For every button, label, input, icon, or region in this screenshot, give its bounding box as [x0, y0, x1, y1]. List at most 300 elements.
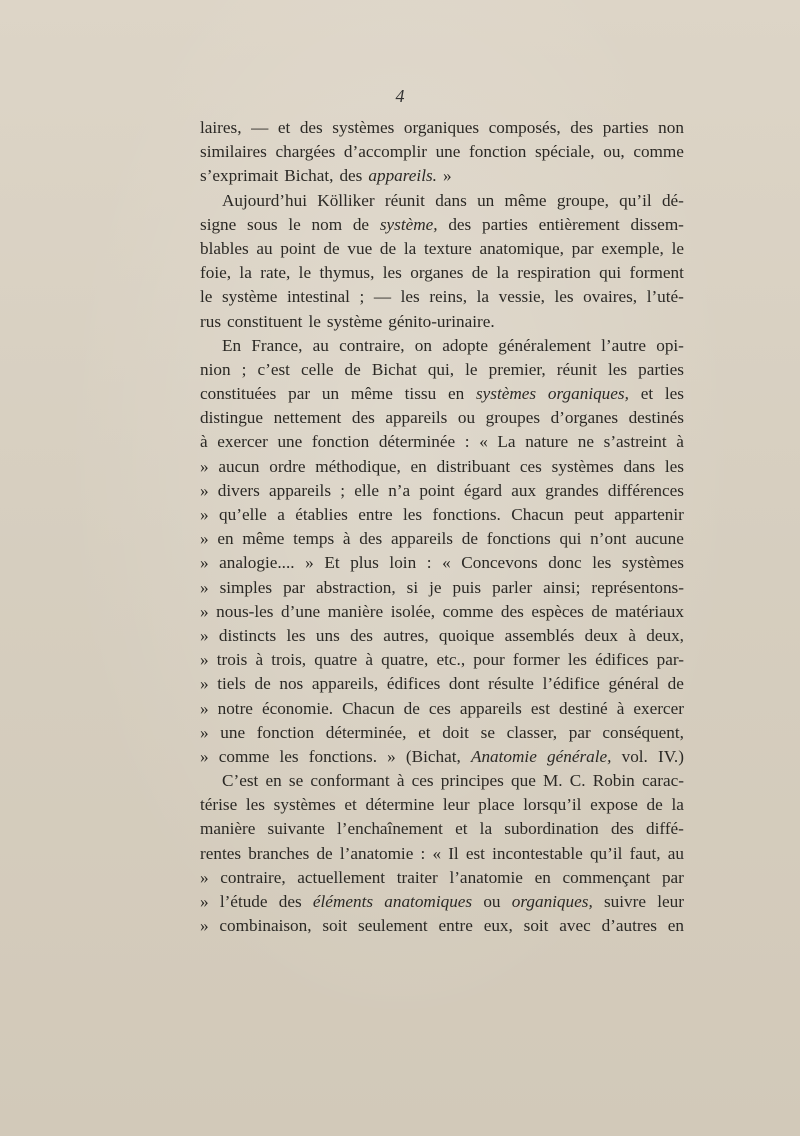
- text-line: [200, 358, 684, 382]
- word: des: [610, 819, 634, 839]
- word: elle: [354, 480, 379, 500]
- word: nion: [200, 359, 231, 379]
- word: quoique: [438, 625, 495, 645]
- word: dissem-: [630, 214, 684, 234]
- word: suivre: [603, 892, 646, 911]
- word: fonction: [311, 432, 370, 452]
- text-line: [200, 261, 684, 285]
- word: abstraction,: [315, 577, 396, 597]
- word: trois: [216, 650, 248, 670]
- word: les: [554, 287, 574, 307]
- text-line: [200, 237, 684, 261]
- text-line: [200, 164, 684, 188]
- word: foie,: [200, 263, 232, 283]
- word: des: [339, 166, 363, 186]
- word: systèmes: [621, 553, 684, 573]
- text-line: [200, 406, 684, 430]
- word: appareils: [268, 480, 332, 500]
- word: au: [256, 238, 273, 258]
- word: conséquent,: [602, 722, 684, 742]
- text-line: [200, 382, 684, 406]
- word: c’est: [257, 359, 290, 379]
- word: vessie,: [498, 287, 545, 307]
- word: »: [305, 553, 314, 573]
- word: la: [403, 238, 417, 258]
- word: de: [316, 843, 333, 863]
- word: générale,: [547, 746, 612, 766]
- word: »: [200, 892, 209, 911]
- word: branches: [248, 843, 310, 863]
- word: France,: [251, 335, 303, 355]
- word: de: [344, 359, 361, 379]
- word: blables: [200, 238, 249, 258]
- word: tissu: [404, 384, 437, 404]
- word: les: [403, 505, 423, 524]
- word: en: [534, 867, 551, 887]
- word: représentons-: [591, 577, 684, 597]
- word: manière: [327, 601, 384, 621]
- word: :: [420, 843, 426, 863]
- word: quatre: [314, 650, 358, 670]
- word: déterminée,: [325, 722, 407, 742]
- word: opi-: [656, 335, 684, 355]
- word: système: [221, 287, 278, 307]
- word: de: [254, 674, 271, 694]
- word: le: [298, 263, 312, 283]
- text-line: [200, 866, 684, 890]
- word: un: [321, 384, 340, 404]
- word: dans: [435, 190, 467, 210]
- word: aucune: [635, 529, 684, 549]
- word: en: [667, 916, 684, 936]
- word: fonction: [469, 142, 527, 162]
- word: qu’il: [619, 190, 652, 210]
- word: fonctions.: [308, 746, 378, 766]
- text-line: [200, 890, 684, 914]
- word: Aujourd’hui: [222, 190, 307, 210]
- word: et: [277, 118, 291, 137]
- text-line: [200, 817, 684, 841]
- word: classer,: [506, 722, 558, 742]
- word: traiter: [396, 867, 438, 887]
- word: anatomiques: [384, 892, 473, 911]
- word: «: [479, 432, 488, 452]
- text-line: [200, 551, 684, 575]
- word: ces: [428, 698, 451, 718]
- word: organes: [410, 263, 464, 283]
- word: par-: [656, 650, 684, 670]
- word: par: [568, 722, 591, 742]
- word: expose: [590, 795, 638, 815]
- word: fonctions.: [432, 505, 501, 524]
- word: constituent: [227, 311, 303, 331]
- word: avec: [559, 916, 591, 936]
- word: appareils: [459, 698, 522, 718]
- word: loin: [389, 553, 417, 573]
- word: de: [591, 601, 608, 621]
- word: l’uté-: [646, 287, 684, 307]
- word: parler: [492, 577, 533, 597]
- word: l’enchaînement: [336, 819, 443, 839]
- word: dont: [448, 674, 480, 694]
- word: —: [373, 287, 392, 307]
- word: au: [312, 335, 329, 355]
- word: ne: [577, 432, 594, 452]
- word: le: [465, 359, 478, 379]
- word: et: [418, 722, 431, 742]
- word: »: [387, 746, 396, 766]
- word: Chacun: [342, 698, 395, 718]
- word: à: [255, 650, 264, 670]
- word: égard: [463, 480, 503, 500]
- word: fonction: [256, 722, 315, 742]
- word: non: [658, 118, 684, 137]
- word: exercer: [633, 698, 684, 718]
- word: par: [283, 577, 306, 597]
- body-text: [200, 116, 684, 938]
- text-line: [200, 527, 684, 551]
- word: la: [476, 287, 490, 307]
- text-line: [200, 285, 684, 309]
- word: de: [323, 238, 340, 258]
- word: chargées: [275, 142, 336, 162]
- word: parties: [638, 359, 684, 379]
- word: à: [342, 529, 351, 549]
- word: les: [664, 384, 684, 404]
- word: pour: [473, 650, 505, 670]
- word: soit: [322, 916, 348, 936]
- text-line: [200, 189, 684, 213]
- word: La: [497, 432, 516, 452]
- word: des: [350, 625, 373, 645]
- word: les: [592, 553, 612, 573]
- word: l’autre: [601, 335, 646, 355]
- word: lorsqu’il: [523, 795, 582, 815]
- text-line: [200, 334, 684, 358]
- word: comme: [442, 601, 494, 621]
- word: d’organes: [550, 408, 619, 428]
- word: C.: [569, 771, 586, 791]
- word: la: [479, 819, 493, 839]
- word: édifices: [595, 650, 649, 670]
- word: laires,: [200, 118, 242, 137]
- word: la: [671, 795, 684, 815]
- word: soit: [523, 916, 549, 936]
- word: thymus,: [319, 263, 375, 283]
- word: qu’il: [589, 843, 623, 863]
- word: résulte: [488, 674, 534, 694]
- word: nom: [311, 214, 343, 234]
- word: des: [448, 214, 472, 234]
- word: système,: [379, 214, 438, 234]
- text-line: [200, 624, 684, 648]
- word: combinaison,: [219, 916, 312, 936]
- word: vol.: [621, 746, 648, 766]
- word: donc: [548, 553, 582, 573]
- word: je: [429, 577, 442, 597]
- word: »: [200, 577, 209, 597]
- word: groupe,: [556, 190, 609, 210]
- word: Kölliker: [317, 190, 375, 210]
- word: intestinal: [286, 287, 350, 307]
- word: la: [239, 263, 252, 283]
- word: appareils: [385, 408, 448, 428]
- word: entièrement: [538, 214, 620, 234]
- word: spéciale,: [534, 142, 595, 162]
- word: qu’elle: [219, 505, 267, 524]
- word: rentes: [200, 843, 242, 863]
- word: des: [299, 118, 323, 137]
- word: établies: [295, 505, 348, 524]
- word: des: [359, 529, 383, 549]
- word: »: [200, 553, 209, 573]
- word: à: [200, 432, 208, 452]
- word: leur: [442, 795, 470, 815]
- word: le: [308, 311, 321, 331]
- word: qui: [599, 263, 622, 283]
- word: de: [352, 214, 370, 234]
- word: systèmes: [273, 795, 336, 815]
- word: organiques: [403, 118, 480, 137]
- word: similaires: [200, 142, 267, 162]
- text-line: [200, 116, 684, 140]
- word: à: [676, 432, 684, 452]
- word: ainsi;: [543, 577, 581, 597]
- word: les: [382, 263, 402, 283]
- word: qui: [559, 529, 582, 549]
- word: le: [288, 214, 301, 234]
- word: rate,: [260, 263, 291, 283]
- text-line: [200, 672, 684, 696]
- word: est: [465, 843, 485, 863]
- word: nous-les: [216, 601, 274, 621]
- word: destinés: [628, 408, 684, 428]
- word: les: [567, 650, 587, 670]
- word: général: [608, 674, 660, 694]
- word: qui,: [427, 359, 455, 379]
- word: distincts: [218, 625, 277, 645]
- word: exercer: [217, 432, 268, 452]
- word: la: [496, 263, 509, 283]
- word: subordination: [504, 819, 599, 839]
- word: l’anatomie: [339, 843, 414, 863]
- word: en: [265, 771, 282, 791]
- word: l’anatomie: [449, 867, 523, 887]
- text-line: [200, 310, 684, 334]
- word: appareils,: [311, 674, 379, 694]
- text-line: [200, 430, 684, 454]
- word: aucun: [218, 456, 260, 476]
- word: »: [200, 480, 209, 500]
- word: et: [344, 795, 357, 815]
- word: à: [628, 625, 636, 645]
- word: se: [480, 722, 495, 742]
- word: quatre,: [381, 650, 429, 670]
- word: espèces: [531, 601, 584, 621]
- word: rus: [200, 311, 222, 331]
- word: des: [278, 892, 302, 911]
- word: respiration: [517, 263, 591, 283]
- word: doit: [442, 722, 469, 742]
- word: nos: [279, 674, 304, 694]
- word: signe: [200, 214, 237, 234]
- word: divers: [217, 480, 260, 500]
- text-line: [200, 697, 684, 721]
- word: Concevons: [461, 553, 538, 573]
- word: le: [671, 238, 684, 258]
- word: En: [222, 335, 242, 355]
- word: —: [251, 118, 269, 137]
- word: commençant: [562, 867, 651, 887]
- word: celle: [301, 359, 334, 379]
- word: plus: [350, 553, 379, 573]
- word: vue: [347, 238, 373, 258]
- word: une: [220, 722, 246, 742]
- word: se: [288, 771, 304, 791]
- word: et: [455, 819, 468, 839]
- word: fonctions: [486, 529, 551, 549]
- word: des: [500, 601, 524, 621]
- word: par: [288, 384, 311, 404]
- word: »: [200, 650, 209, 670]
- word: »: [200, 456, 209, 476]
- word: s’exprimait: [200, 166, 279, 186]
- word: :: [464, 432, 470, 452]
- word: leur: [657, 892, 684, 911]
- word: par: [571, 238, 594, 258]
- word: une: [435, 142, 461, 162]
- word: »: [200, 601, 209, 621]
- word: n’ont: [590, 529, 627, 549]
- word: entre: [438, 916, 473, 936]
- word: parties: [481, 214, 528, 234]
- word: peut: [574, 505, 604, 524]
- word: en: [410, 456, 427, 476]
- word: suivante: [267, 819, 325, 839]
- word: Robin: [592, 771, 635, 791]
- word: généralement: [498, 335, 591, 355]
- word: entre: [358, 505, 393, 524]
- word: ovaires,: [583, 287, 638, 307]
- word: les: [286, 625, 306, 645]
- word: les: [607, 359, 628, 379]
- word: appartenir: [614, 505, 684, 524]
- text-line: [200, 745, 684, 769]
- word: comme: [218, 746, 270, 766]
- word: contraire,: [339, 335, 405, 355]
- word: ;: [340, 480, 345, 500]
- word: les: [400, 287, 420, 307]
- text-line: [200, 140, 684, 164]
- word: diffé-: [646, 819, 684, 839]
- word: Bichat: [371, 359, 417, 379]
- word: éléments: [312, 892, 374, 911]
- text-line: [200, 769, 684, 793]
- word: sous: [247, 214, 278, 234]
- word: analogie....: [219, 553, 295, 573]
- word: conformant: [310, 771, 390, 791]
- word: s’astreint: [603, 432, 667, 452]
- word: des: [351, 408, 375, 428]
- word: une: [277, 432, 303, 452]
- word: (Bichat,: [405, 746, 461, 766]
- word: tiels: [217, 674, 246, 694]
- text-line: [200, 842, 684, 866]
- word: destiné: [559, 698, 608, 718]
- word: Et: [324, 553, 340, 573]
- word: a: [277, 505, 285, 524]
- text-line: [200, 503, 684, 527]
- word: notre: [217, 698, 253, 718]
- word: ou,: [603, 142, 625, 162]
- word: seulement: [358, 916, 428, 936]
- word: dé-: [661, 190, 684, 210]
- word: ;: [359, 287, 365, 307]
- word: principes: [440, 771, 504, 791]
- word: nettement: [273, 408, 342, 428]
- word: trois,: [271, 650, 307, 670]
- word: dans: [623, 456, 656, 476]
- word: édifices: [386, 674, 441, 694]
- word: assemblés: [504, 625, 575, 645]
- word: même: [504, 190, 547, 210]
- word: distribuant: [436, 456, 511, 476]
- word: est: [530, 698, 550, 718]
- word: temps: [293, 529, 335, 549]
- word: exemple,: [601, 238, 664, 258]
- word: place: [478, 795, 515, 815]
- word: point: [280, 238, 316, 258]
- word: »: [200, 625, 209, 645]
- word: ou: [483, 892, 501, 911]
- word: on: [414, 335, 432, 355]
- word: M.: [543, 771, 563, 791]
- word: un: [477, 190, 495, 210]
- word: etc.,: [436, 650, 466, 670]
- text-line: [200, 914, 684, 938]
- word: isolée,: [390, 601, 436, 621]
- word: Chacun: [511, 505, 564, 524]
- word: ordre: [269, 456, 306, 476]
- word: anatomique,: [479, 238, 564, 258]
- word: forment: [629, 263, 684, 283]
- word: »: [200, 722, 209, 742]
- word: »: [200, 505, 209, 524]
- word: d’autres: [601, 916, 657, 936]
- word: déterminée: [378, 432, 456, 452]
- text-line: [200, 648, 684, 672]
- word: deux: [584, 625, 619, 645]
- word: organiques,: [511, 892, 593, 911]
- word: systèmes: [332, 118, 395, 137]
- word: méthodique,: [315, 456, 401, 476]
- word: l’édifice: [542, 674, 600, 694]
- word: de: [403, 698, 420, 718]
- word: matériaux: [615, 601, 684, 621]
- word: n’a: [388, 480, 411, 500]
- word: térise: [200, 795, 238, 815]
- word: à: [396, 771, 405, 791]
- word: les: [279, 746, 299, 766]
- word: constituées: [200, 384, 277, 404]
- word: systèmes: [551, 456, 614, 476]
- word: génito-urinaire.: [388, 311, 495, 331]
- word: d’une: [281, 601, 321, 621]
- word: »: [200, 746, 209, 766]
- word: »: [200, 529, 209, 549]
- word: différences: [607, 480, 684, 500]
- word: Anatomie: [470, 746, 537, 766]
